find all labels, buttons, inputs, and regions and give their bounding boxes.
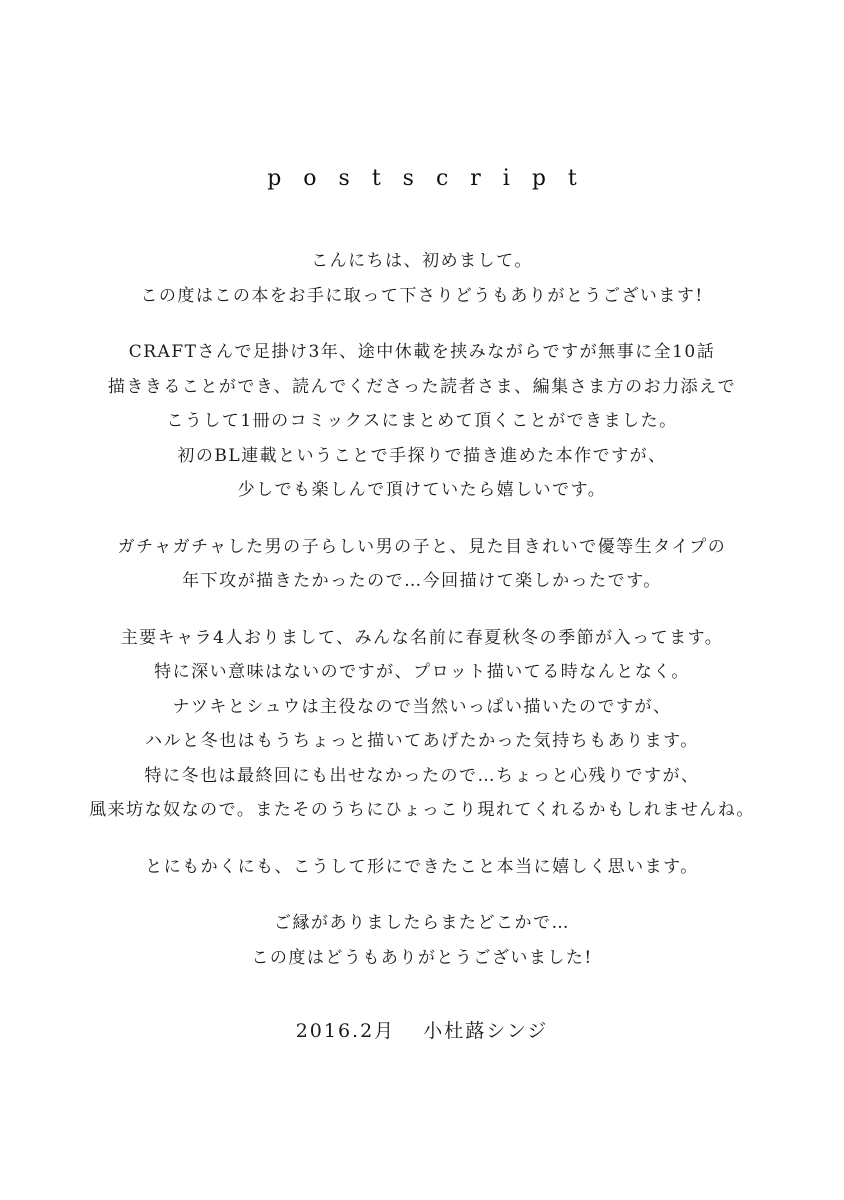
text-line: 特に冬也は最終回にも出せなかったので…ちょっと心残りですが、 (144, 765, 700, 786)
text-line: ハルと冬也はもうちょっと描いてあげたかった気持ちもあります。 (145, 731, 699, 751)
text-line: ご縁がありましたらまたどこかで… (274, 913, 570, 933)
text-line: ガチャガチャした男の子らしい男の子と、見た目きれいで優等生タイプの (117, 536, 727, 557)
paragraph-characters (60, 530, 784, 599)
text-line: 風来坊な奴なので。またそのうちにひょっこり現れてくれるかもしれませんね。 (89, 800, 755, 820)
signature (0, 1016, 844, 1043)
page-title: postscript (267, 166, 599, 191)
text-line: CRAFTさんで足掛け3年、途中休載を挟みながらですが無事に全10話 (128, 342, 716, 362)
postscript-body (60, 244, 784, 997)
text-line: こんにちは、初めまして。 (311, 251, 533, 271)
text-line: 特に深い意味はないのですが、プロット描いてる時なんとなく。 (154, 662, 690, 682)
text-line: この度はどうもありがとうございました! (251, 947, 593, 968)
text-line: とにもかくにも、こうして形にできたこと本当に嬉しく思います。 (145, 856, 699, 877)
paragraph-closing (60, 906, 784, 975)
paragraph-series (60, 335, 784, 508)
text-line: この度はこの本をお手に取って下さりどうもありがとうございます! (140, 285, 704, 306)
text-line: 初のBL連載ということで手探りで描き進めた本作ですが、 (177, 445, 667, 466)
text-line: こうして1冊のコミックスにまとめて頂くことができました。 (166, 411, 678, 431)
paragraph-greeting (60, 244, 784, 313)
paragraph-gratitude (60, 850, 784, 885)
text-line: ナツキとシュウは主役なので当然いっぱい描いたのですが、 (172, 696, 672, 717)
paragraph-main-cast (60, 621, 784, 828)
text-line: 主要キャラ4人おりまして、みんな名前に春夏秋冬の季節が入ってます。 (120, 627, 724, 648)
text-line: 少しでも楽しんで頂けていたら嬉しいです。 (237, 480, 607, 500)
signature-date: 2016.2月 (295, 1020, 396, 1042)
text-line: 描ききることができ、読んでくださった読者さま、編集さま方のお力添えで (107, 376, 737, 397)
text-line: 年下攻が描きたかったので…今回描けて楽しかったです。 (182, 571, 662, 591)
signature-author: 小杜蕗シンジ (423, 1020, 549, 1042)
